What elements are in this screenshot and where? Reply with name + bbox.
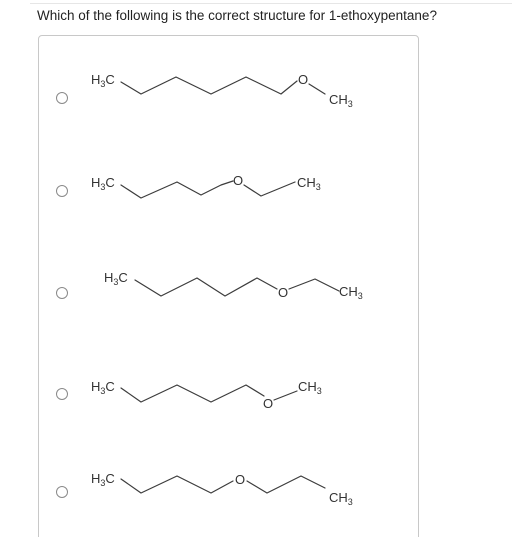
- top-divider: [30, 3, 512, 4]
- ether-bond: [247, 476, 325, 493]
- right-group-label: $CH_3$: [329, 490, 353, 507]
- answer-option-3[interactable]: [39, 244, 418, 349]
- left-group-label: $H_3C$: [91, 72, 115, 89]
- ether-bond: [244, 182, 295, 196]
- carbon-chain-bonds: [135, 278, 277, 296]
- structure-3: [39, 244, 418, 349]
- right-group-label: $CH_3$: [329, 92, 353, 109]
- oxygen-label: O: [235, 472, 246, 487]
- ether-bond: [289, 279, 339, 291]
- structure-2: [39, 140, 418, 245]
- left-group-label: $H_3C$: [91, 175, 115, 192]
- left-group-label: $H_3C$: [91, 379, 115, 396]
- oxygen-label: O: [263, 396, 274, 411]
- right-group-label: $CH_3$: [339, 284, 363, 301]
- answer-option-5[interactable]: [39, 446, 418, 537]
- right-group-label: $CH_3$: [297, 175, 321, 192]
- answer-option-1[interactable]: [39, 44, 418, 149]
- carbon-chain-bonds: [121, 181, 233, 198]
- oxygen-label: O: [298, 72, 309, 87]
- question-text: Which of the following is the correct structure for 1-ethoxypentane?: [37, 8, 437, 23]
- answer-option-2[interactable]: [39, 140, 418, 245]
- structure-4: [39, 346, 418, 451]
- carbon-chain-bonds: [121, 385, 264, 402]
- structure-1: [39, 44, 418, 149]
- ether-bond: [274, 391, 297, 400]
- oxygen-label: O: [278, 285, 289, 300]
- carbon-chain-bonds: [121, 77, 297, 94]
- left-group-label: $H_3C$: [104, 270, 128, 287]
- oxygen-label: O: [233, 173, 244, 188]
- left-group-label: $H_3C$: [91, 471, 115, 488]
- structure-5: [39, 446, 418, 537]
- right-group-label: $CH_3$: [298, 379, 322, 396]
- answer-option-4[interactable]: [39, 346, 418, 451]
- ether-bond: [309, 84, 325, 94]
- answer-options-panel: [38, 35, 419, 537]
- carbon-chain-bonds: [121, 476, 233, 493]
